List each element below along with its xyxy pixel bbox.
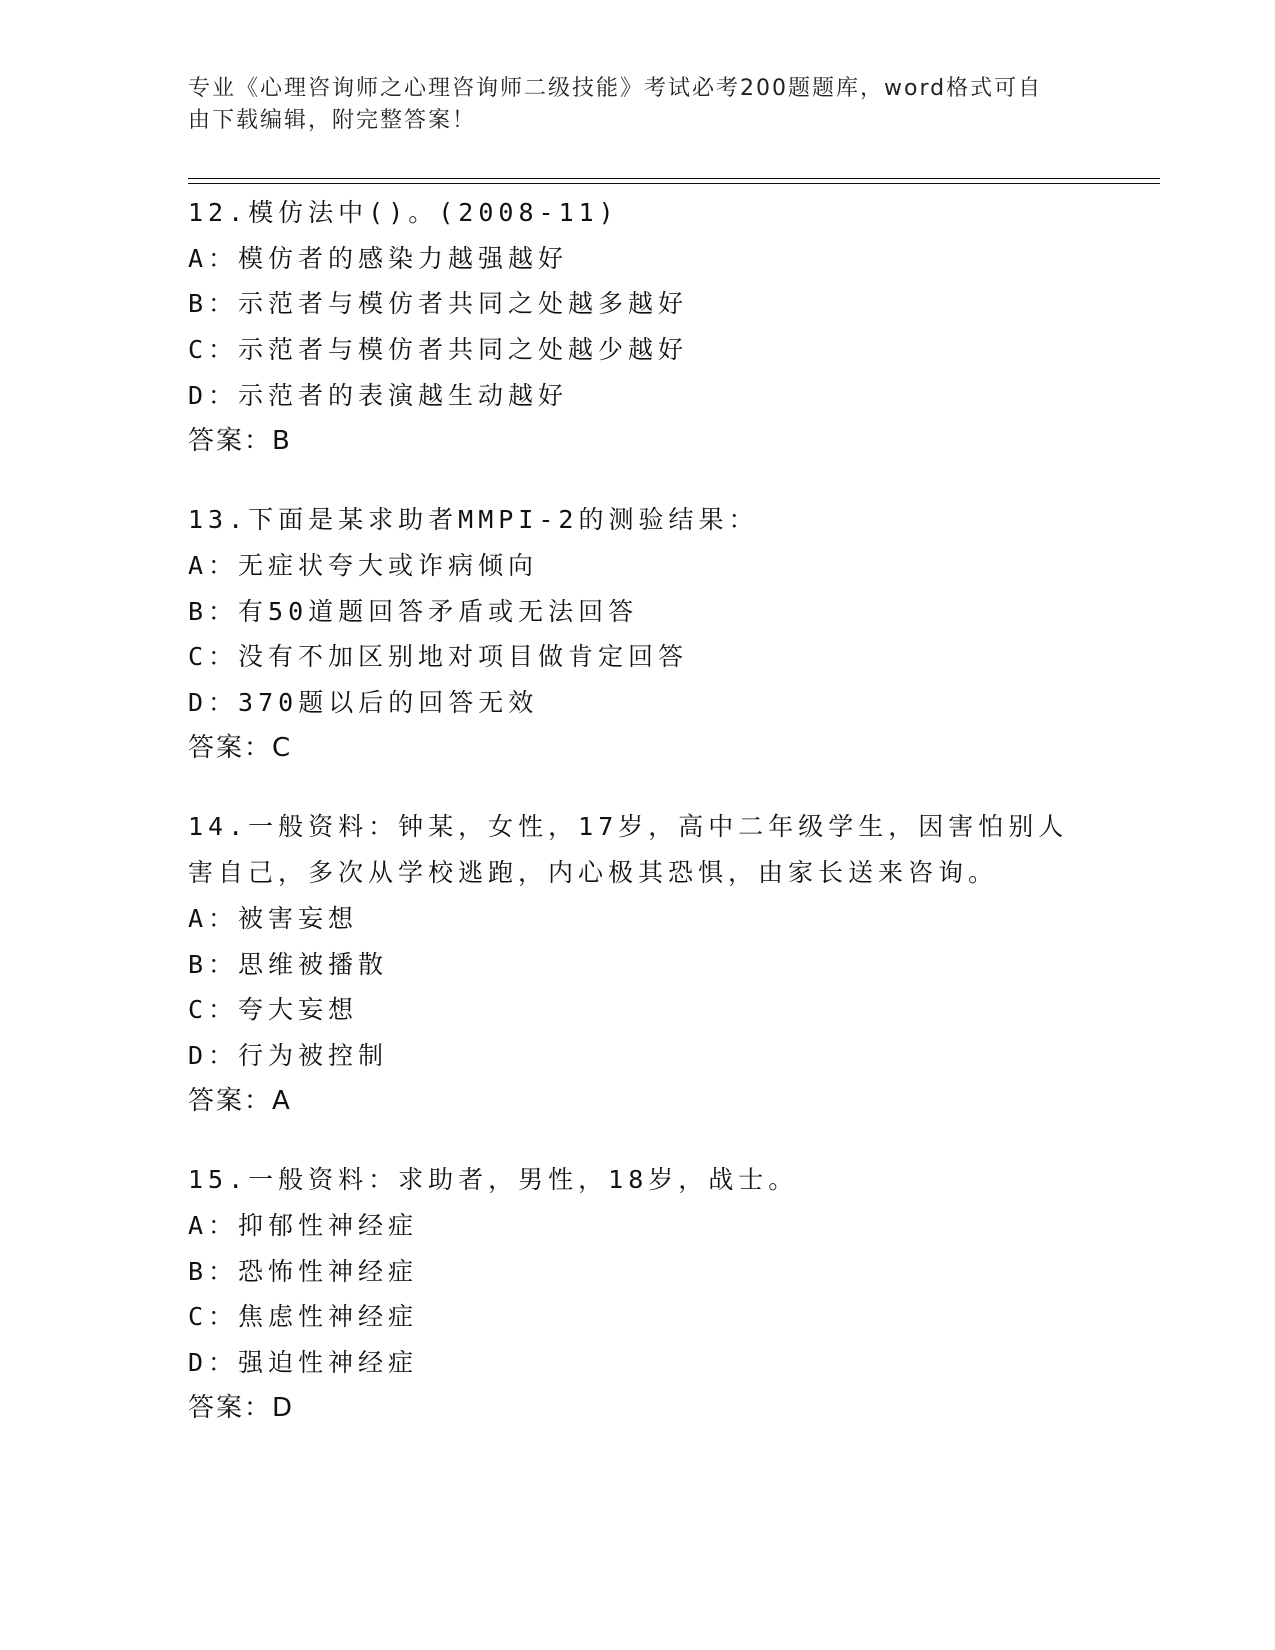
- header-line-1: 专业《心理咨询师之心理咨询师二级技能》考试必考200题题库，word格式可自: [188, 76, 1043, 101]
- question-stem: 13.下面是某求助者MMPI-2的测验结果：: [188, 505, 759, 535]
- question-14: [188, 804, 1188, 1124]
- answer-label: 答案：D: [188, 1392, 295, 1423]
- answer-label: 答案：A: [188, 1085, 292, 1116]
- option-c: C：夸大妄想: [188, 995, 359, 1025]
- header-line-2: 由下载编辑，附完整答案！: [188, 108, 477, 133]
- option-a: A：模仿者的感染力越强越好: [188, 243, 569, 273]
- question-12: [188, 190, 1188, 464]
- question-stem: 12.模仿法中()。(2008-11): [188, 198, 619, 227]
- option-c: C：示范者与模仿者共同之处越少越好: [188, 335, 689, 365]
- option-d: D：强迫性神经症: [188, 1348, 419, 1378]
- question-list: [188, 190, 1188, 1465]
- document-header: [188, 73, 1068, 137]
- option-b: B：示范者与模仿者共同之处越多越好: [188, 289, 689, 319]
- option-d: D：示范者的表演越生动越好: [188, 380, 569, 410]
- header-divider-bottom: [188, 183, 1160, 184]
- option-a: A：被害妄想: [188, 903, 359, 933]
- option-a: A：无症状夸大或诈病倾向: [188, 550, 539, 580]
- option-b: B：有50道题回答矛盾或无法回答: [188, 596, 639, 626]
- answer-label: 答案：B: [188, 425, 292, 456]
- option-c: C：焦虑性神经症: [188, 1302, 419, 1332]
- answer-label: 答案：C: [188, 732, 293, 763]
- question-stem: 14.一般资料：钟某，女性，17岁，高中二年级学生，因害怕别人害自己，多次从学校逃跑，内心极其恐惧，由家长送来咨询。: [188, 812, 1069, 888]
- option-d: D：行为被控制: [188, 1040, 389, 1070]
- option-d: D：370题以后的回答无效: [188, 688, 539, 718]
- question-15: [188, 1157, 1188, 1431]
- question-13: [188, 497, 1188, 771]
- option-b: B：思维被播散: [188, 949, 389, 979]
- option-a: A：抑郁性神经症: [188, 1211, 419, 1241]
- option-b: B：恐怖性神经症: [188, 1256, 419, 1286]
- question-stem: 15.一般资料：求助者，男性，18岁，战士。: [188, 1165, 799, 1195]
- option-c: C：没有不加区别地对项目做肯定回答: [188, 642, 689, 672]
- header-divider-top: [188, 178, 1160, 179]
